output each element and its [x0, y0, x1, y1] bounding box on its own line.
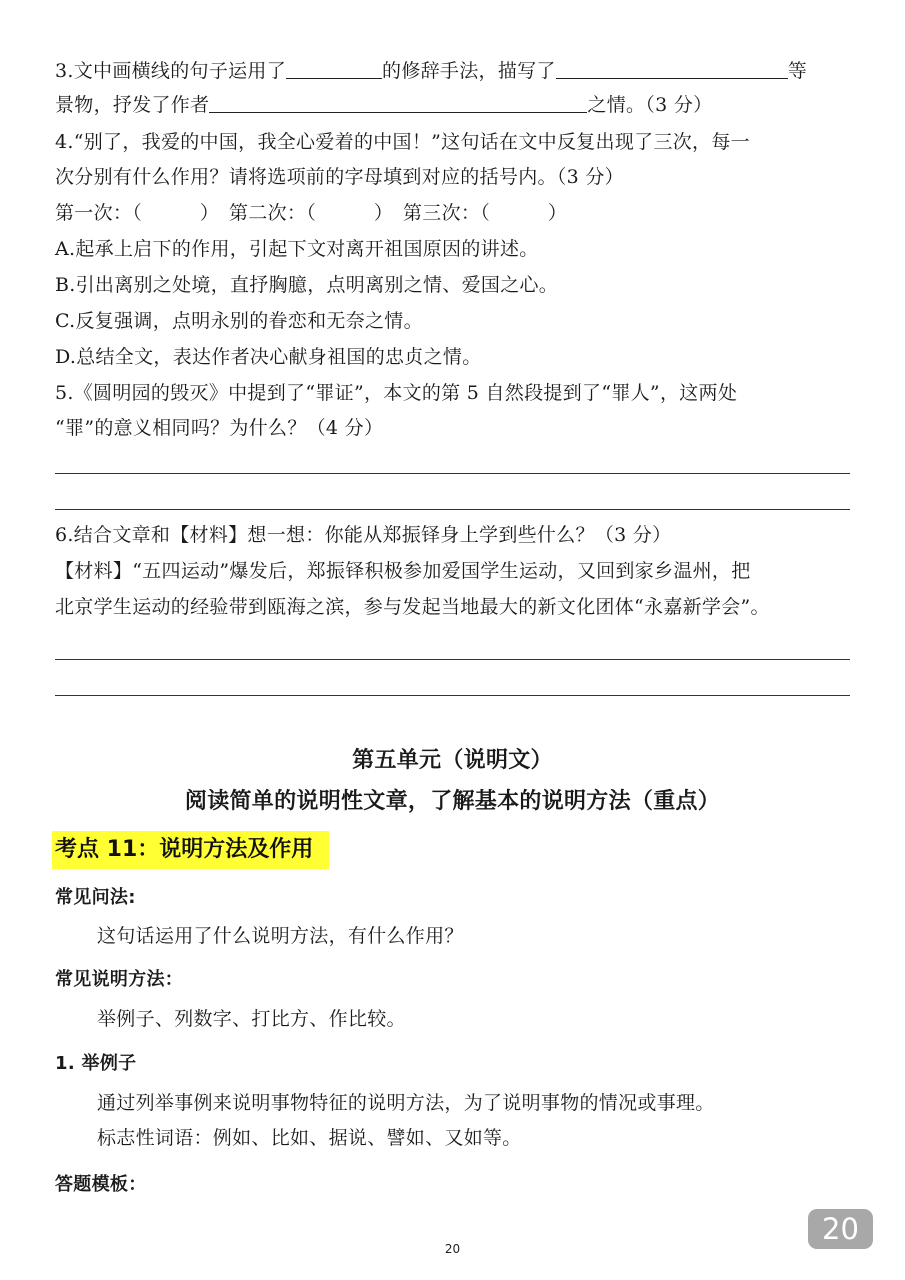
- question-3-text: 景物，抒发了作者: [55, 94, 210, 116]
- answer-line[interactable]: [55, 659, 850, 660]
- fill-blank-emotion[interactable]: [209, 92, 587, 113]
- question-4-option-a: A.起承上启下的作用，引起下文对离开祖国原因的讲述。: [55, 238, 539, 260]
- answer-line[interactable]: [55, 509, 850, 510]
- page-badge: 20: [808, 1209, 873, 1249]
- answer-template-heading: 答题模板：: [55, 1174, 147, 1195]
- common-questions-text: 这句话运用了什么说明方法，有什么作用？: [97, 925, 464, 947]
- answer-line[interactable]: [55, 473, 850, 474]
- question-4-line-2: 次分别有什么作用？请将选项前的字母填到对应的括号内。（3 分）: [55, 166, 624, 188]
- question-6-line-1: 6.结合文章和【材料】想一想：你能从郑振铎身上学到些什么？（3 分）: [55, 524, 672, 546]
- kaodian-label: 考点 11：说明方法及作用: [55, 837, 314, 862]
- question-4-option-b: B.引出离别之处境，直抒胸臆，点明离别之情、爱国之心。: [55, 274, 559, 296]
- question-5-line-1: 5.《圆明园的毁灭》中提到了“罪证”，本文的第 5 自然段提到了“罪人”，这两处: [55, 382, 738, 404]
- question-4-option-c: C.反复强调，点明永别的眷恋和无奈之情。: [55, 310, 423, 332]
- question-4-line-1: 4.“别了，我爱的中国，我全心爱着的中国！”这句话在文中反复出现了三次，每一: [55, 131, 750, 153]
- method-1-keywords: 标志性词语：例如、比如、据说、譬如、又如等。: [97, 1127, 522, 1149]
- fill-blank-scenery[interactable]: [556, 58, 788, 79]
- question-3-line-2: [55, 90, 850, 120]
- question-3-text: 3.文中画横线的句子运用了: [55, 60, 287, 82]
- question-4-answer-brackets[interactable]: 第一次：（ ） 第二次：（ ） 第三次：（ ）: [55, 202, 568, 224]
- common-questions-heading: 常见问法:: [55, 887, 136, 908]
- question-4-option-d: D.总结全文，表达作者决心献身祖国的忠贞之情。: [55, 346, 482, 368]
- question-3-text: 等: [787, 60, 808, 82]
- question-6-material-1: 【材料】“五四运动”爆发后，郑振铎积极参加爱国学生运动，又回到家乡温州，把: [55, 560, 751, 582]
- unit-title: 第五单元（说明文）: [352, 747, 553, 773]
- question-3-text: 之情。（3 分）: [587, 94, 713, 116]
- common-methods-text: 举例子、列数字、打比方、作比较。: [97, 1008, 406, 1030]
- unit-subtitle: 阅读简单的说明性文章，了解基本的说明方法（重点）: [184, 788, 721, 814]
- question-3-text: 的修辞手法，描写了: [382, 60, 556, 82]
- question-5-line-2: “罪”的意义相同吗？为什么？（4 分）: [55, 417, 384, 439]
- common-methods-heading: 常见说明方法：: [55, 969, 184, 990]
- question-6-material-2: 北京学生运动的经验带到瓯海之滨，参与发起当地最大的新文化团体“永嘉新学会”。: [55, 596, 770, 618]
- method-1-heading: 1. 举例子: [55, 1053, 137, 1074]
- page-number: 20: [444, 1242, 461, 1256]
- fill-blank-rhetoric[interactable]: [286, 58, 382, 79]
- method-1-description: 通过列举事例来说明事物特征的说明方法，为了说明事物的情况或事理。: [97, 1092, 715, 1114]
- question-3-line-1: [55, 56, 850, 86]
- answer-line[interactable]: [55, 695, 850, 696]
